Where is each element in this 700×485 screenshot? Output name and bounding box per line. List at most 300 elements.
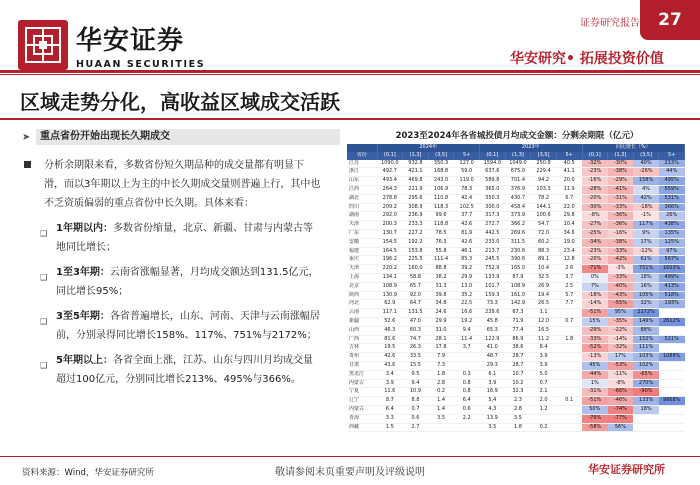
value-cell: 60.2 — [531, 238, 557, 247]
value-cell: 264.3 — [377, 185, 403, 194]
value-cell: 29.9 — [428, 317, 454, 326]
value-cell: 16.6 — [454, 309, 480, 318]
value-cell: 118.3 — [428, 203, 454, 212]
value-cell: 9.4 — [454, 326, 480, 335]
value-cell: 11.6 — [377, 388, 403, 397]
value-cell: 10.9 — [403, 388, 429, 397]
value-cell: 192.2 — [403, 238, 429, 247]
value-cell: 160.0 — [403, 265, 429, 274]
value-cell — [428, 423, 454, 432]
list-item — [22, 351, 322, 389]
value-cell: 19.4 — [531, 291, 557, 300]
growth-cell: -32% — [608, 344, 634, 353]
growth-cell: -16% — [582, 177, 608, 186]
table-row — [347, 414, 685, 423]
table-row — [347, 238, 685, 247]
province-cell: 内蒙古 — [347, 379, 377, 388]
growth-cell: -8% — [608, 379, 634, 388]
province-cell: 黑龙江 — [347, 370, 377, 379]
growth-cell: -33% — [582, 335, 608, 344]
growth-cell: -41% — [608, 185, 634, 194]
growth-cell: 50% — [582, 405, 608, 414]
growth-cell: 32% — [633, 300, 659, 309]
value-cell: 88.3 — [531, 247, 557, 256]
growth-cell — [659, 379, 685, 388]
province-cell: 重庆 — [347, 256, 377, 265]
value-cell: 637.6 — [480, 168, 506, 177]
column-header: (1,3] — [505, 152, 531, 160]
value-cell: 3.5 — [505, 414, 531, 423]
value-cell: 1594.0 — [480, 160, 506, 168]
value-cell: 106.9 — [428, 185, 454, 194]
value-cell: 103.3 — [531, 185, 557, 194]
value-cell: 89.1 — [531, 256, 557, 265]
value-cell: 220.2 — [377, 265, 403, 274]
growth-cell: 125% — [659, 238, 685, 247]
province-cell: 四川 — [347, 203, 377, 212]
value-cell: 2.8 — [428, 379, 454, 388]
value-cell: 60.3 — [403, 326, 429, 335]
growth-cell: 1603% — [659, 265, 685, 274]
value-cell: 1049.0 — [505, 160, 531, 168]
growth-cell: -12% — [633, 247, 659, 256]
value-cell: 19.5 — [377, 344, 403, 353]
value-cell: 118.8 — [428, 221, 454, 230]
value-cell: 26.5 — [531, 300, 557, 309]
growth-cell: 40% — [633, 160, 659, 168]
value-cell: 421.1 — [403, 168, 429, 177]
value-cell: 71.9 — [505, 317, 531, 326]
value-cell: 0.3 — [454, 370, 480, 379]
growth-cell: -66% — [608, 388, 634, 397]
checkbox-bullet-icon: ❑ — [40, 361, 48, 370]
value-cell: 3.5 — [428, 414, 454, 423]
value-cell: 3.7 — [556, 273, 582, 282]
growth-cell: -23% — [582, 247, 608, 256]
province-cell: 江苏 — [347, 160, 377, 168]
value-cell: 236.9 — [403, 212, 429, 221]
growth-cell: 7% — [582, 282, 608, 291]
disclaimer: 敬请参阅末页重要声明及评级说明 — [275, 467, 425, 478]
value-cell: 43.6 — [377, 361, 403, 370]
growth-cell: 413% — [659, 282, 685, 291]
value-cell: 94.2 — [531, 177, 557, 186]
value-cell: 752.9 — [480, 265, 506, 274]
province-cell: 西藏 — [347, 423, 377, 432]
value-cell — [556, 370, 582, 379]
growth-cell: -20% — [582, 256, 608, 265]
province-cell: 湖南 — [347, 212, 377, 221]
growth-cell: -30% — [582, 203, 608, 212]
page-number: 27 — [640, 0, 700, 40]
growth-cell: -53% — [608, 361, 634, 370]
value-cell: 1.4 — [428, 405, 454, 414]
value-cell: 101.7 — [480, 282, 506, 291]
growth-cell: 133% — [633, 397, 659, 406]
growth-cell: 152% — [633, 335, 659, 344]
value-cell: 3.9 — [531, 353, 557, 362]
value-cell: 87.9 — [505, 273, 531, 282]
growth-cell: 149% — [633, 317, 659, 326]
logo-english-name: HUAAN SECURITIES — [76, 59, 206, 70]
value-cell: 1090.0 — [377, 160, 403, 168]
growth-cell: 42% — [633, 194, 659, 203]
growth-cell: 213% — [659, 160, 685, 168]
value-cell: 233.3 — [403, 221, 429, 230]
table-row — [347, 194, 685, 203]
growth-cell: 9% — [633, 229, 659, 238]
value-cell: 317.3 — [480, 212, 506, 221]
growth-cell: -1% — [633, 212, 659, 221]
growth-cell: -18% — [582, 291, 608, 300]
value-cell: 6.4 — [377, 405, 403, 414]
value-cell: 2.7 — [403, 423, 429, 432]
value-cell: 10.4 — [556, 221, 582, 230]
value-cell: 1.8 — [505, 423, 531, 432]
growth-cell: -65% — [633, 370, 659, 379]
province-cell: 山西 — [347, 326, 377, 335]
growth-cell: 4% — [633, 185, 659, 194]
value-cell: 41.0 — [480, 344, 506, 353]
value-cell: 16.5 — [531, 326, 557, 335]
growth-cell: -51% — [582, 397, 608, 406]
growth-cell: 18% — [633, 273, 659, 282]
value-cell: 589.8 — [480, 177, 506, 186]
growth-cell: 9868% — [659, 397, 685, 406]
value-cell: 350.3 — [480, 194, 506, 203]
province-cell: 云南 — [347, 309, 377, 318]
value-cell: 2.2 — [454, 414, 480, 423]
value-cell: 0.8 — [454, 379, 480, 388]
value-cell: 4.3 — [480, 405, 506, 414]
value-cell — [556, 353, 582, 362]
value-cell: 243.0 — [428, 177, 454, 186]
growth-cell: 17% — [608, 353, 634, 362]
item-label: 1年期以内： — [56, 223, 113, 234]
province-cell: 辽宁 — [347, 397, 377, 406]
value-cell: 350.3 — [428, 160, 454, 168]
value-cell: 168.8 — [428, 168, 454, 177]
growth-cell: 499% — [659, 273, 685, 282]
value-cell: 7.7 — [556, 300, 582, 309]
table-row — [347, 221, 685, 230]
group-header-row — [347, 144, 685, 152]
value-cell: 81.6 — [377, 335, 403, 344]
growth-cell: -77% — [608, 414, 634, 423]
value-cell: 12.0 — [531, 317, 557, 326]
province-cell: 上海 — [347, 273, 377, 282]
growth-cell: 495% — [659, 177, 685, 186]
value-cell: 7.3 — [428, 361, 454, 370]
growth-cell — [659, 326, 685, 335]
province-cell: 青海 — [347, 414, 377, 423]
value-cell: 42.6 — [377, 353, 403, 362]
table-row — [347, 335, 685, 344]
province-cell: 吉林 — [347, 344, 377, 353]
value-cell: 78.2 — [531, 194, 557, 203]
growth-cell: 61% — [633, 256, 659, 265]
table-row — [347, 256, 685, 265]
value-cell: 250.8 — [531, 160, 557, 168]
growth-cell: 193% — [659, 300, 685, 309]
value-cell: 6.1 — [480, 370, 506, 379]
value-cell: 0.7 — [403, 405, 429, 414]
growth-cell: 103% — [633, 353, 659, 362]
value-cell: 1.1 — [531, 309, 557, 318]
value-cell: 9.5 — [403, 370, 429, 379]
checkbox-bullet-icon: ❑ — [40, 317, 48, 326]
value-cell: 366.2 — [505, 221, 531, 230]
value-cell: 675.0 — [505, 168, 531, 177]
value-cell: 88.8 — [428, 265, 454, 274]
value-cell — [556, 309, 582, 318]
value-cell: 0.7 — [556, 317, 582, 326]
growth-cell: 16% — [633, 282, 659, 291]
value-cell: 1.2 — [531, 405, 557, 414]
growth-cell: -22% — [608, 326, 634, 335]
value-cell: 24.6 — [428, 309, 454, 318]
value-cell: 165.0 — [505, 265, 531, 274]
value-cell: 65.7 — [403, 282, 429, 291]
value-cell: 38.6 — [505, 344, 531, 353]
value-cell: 52.6 — [377, 317, 403, 326]
value-cell: 34.8 — [428, 300, 454, 309]
value-cell: 442.5 — [480, 229, 506, 238]
growth-cell: -71% — [582, 265, 608, 274]
group-header: 2024年 — [377, 144, 480, 152]
value-cell: 46.1 — [454, 247, 480, 256]
province-cell: 安徽 — [347, 238, 377, 247]
value-cell: 159.3 — [480, 291, 506, 300]
table-row — [347, 379, 685, 388]
value-cell: 3.7 — [454, 344, 480, 353]
value-cell: 85.3 — [454, 256, 480, 265]
growth-cell: 438% — [659, 221, 685, 230]
growth-cell: -31% — [608, 194, 634, 203]
value-cell: 55.8 — [428, 247, 454, 256]
chevron-right-icon: ➤ — [22, 131, 31, 143]
value-cell: 932.8 — [403, 160, 429, 168]
value-cell: 35.2 — [454, 291, 480, 300]
square-bullet-icon — [24, 161, 31, 168]
value-cell: 29.9 — [454, 273, 480, 282]
growth-cell: -8% — [582, 212, 608, 221]
value-cell: 3.9 — [531, 361, 557, 370]
value-cell: 6.4 — [454, 397, 480, 406]
value-cell: 17.8 — [428, 344, 454, 353]
value-cell: 221.9 — [403, 185, 429, 194]
value-cell: 64.7 — [403, 300, 429, 309]
text-column — [22, 128, 340, 389]
province-cell: 贵州 — [347, 353, 377, 362]
value-cell: 0.6 — [403, 414, 429, 423]
item-label: 1至3年期： — [56, 267, 110, 278]
table-row — [347, 361, 685, 370]
growth-cell: 567% — [659, 256, 685, 265]
value-cell — [556, 379, 582, 388]
growth-cell: -11% — [608, 370, 634, 379]
value-cell: 76.3 — [428, 238, 454, 247]
growth-cell: 17% — [633, 238, 659, 247]
value-cell: 0.8 — [454, 388, 480, 397]
list-item — [22, 263, 322, 301]
growth-cell: -13% — [582, 353, 608, 362]
province-cell: 天津 — [347, 265, 377, 274]
value-cell: 7.9 — [428, 353, 454, 362]
table-row — [347, 185, 685, 194]
growth-cell: 1088% — [659, 353, 685, 362]
value-cell: 1.8 — [428, 370, 454, 379]
value-cell: 133.9 — [480, 273, 506, 282]
value-cell: 269.6 — [505, 229, 531, 238]
group-header — [347, 144, 377, 152]
column-header: 5+ — [454, 152, 480, 160]
value-cell: 2.1 — [531, 388, 557, 397]
growth-cell: 2172% — [633, 309, 659, 318]
value-cell: 311.5 — [505, 238, 531, 247]
growth-cell: 95% — [608, 309, 634, 318]
value-cell: 11.4 — [454, 335, 480, 344]
value-cell: 37.7 — [454, 212, 480, 221]
value-cell: 3.9 — [377, 379, 403, 388]
value-cell: 134.1 — [377, 273, 403, 282]
growth-cell: -28% — [582, 185, 608, 194]
value-cell: 42.6 — [454, 238, 480, 247]
province-cell: 北京 — [347, 282, 377, 291]
growth-cell: -29% — [608, 177, 634, 186]
growth-cell: -55% — [608, 300, 634, 309]
growth-cell — [659, 344, 685, 353]
value-cell: 39.2 — [454, 265, 480, 274]
value-cell: 29.8 — [556, 212, 582, 221]
header-rule — [0, 70, 700, 73]
logo-seal-icon — [18, 20, 68, 70]
table-panel — [347, 130, 687, 432]
growth-cell: 88% — [633, 326, 659, 335]
table-row — [347, 282, 685, 291]
growth-cell: -27% — [582, 221, 608, 230]
value-cell: 278.8 — [377, 194, 403, 203]
value-cell: 3.4 — [377, 370, 403, 379]
growth-cell: -36% — [608, 212, 634, 221]
value-cell: 225.5 — [403, 256, 429, 265]
value-cell: 0.7 — [531, 379, 557, 388]
value-cell — [454, 353, 480, 362]
table-row — [347, 423, 685, 432]
value-cell: 3.3 — [377, 414, 403, 423]
value-cell: 10.4 — [531, 265, 557, 274]
value-cell: 8.4 — [531, 344, 557, 353]
province-cell: 福建 — [347, 247, 377, 256]
value-cell — [454, 423, 480, 432]
column-header: (3,5] — [633, 152, 659, 160]
province-cell: 内蒙古 — [347, 405, 377, 414]
table-row — [347, 212, 685, 221]
value-cell: 29.3 — [480, 361, 506, 370]
value-cell — [556, 361, 582, 370]
growth-cell — [659, 405, 685, 414]
value-cell — [454, 361, 480, 370]
value-cell: 12.8 — [556, 256, 582, 265]
intro-text: 分析余期限来看，多数省份短久期品种的成交量都有明显下滑，而以3年期以上为主的中长久期成交量则普遍上行，其中也不乏资质偏弱的重点省份中长久期。具体来看： — [44, 160, 321, 209]
growth-cell: 18% — [633, 405, 659, 414]
source-note: 资料来源：Wind，华安证券研究所 — [22, 468, 154, 478]
value-cell: 32.3 — [505, 388, 531, 397]
growth-cell: 158% — [633, 177, 659, 186]
value-cell: 196.2 — [377, 256, 403, 265]
value-cell: 5.4 — [480, 397, 506, 406]
value-cell: 108.9 — [377, 282, 403, 291]
value-cell: 300.0 — [480, 203, 506, 212]
province-cell: 广东 — [347, 229, 377, 238]
value-cell: 0.6 — [454, 405, 480, 414]
value-cell — [556, 414, 582, 423]
value-cell: 365.0 — [480, 185, 506, 194]
table-row — [347, 291, 685, 300]
value-cell: 65.3 — [480, 326, 506, 335]
table-row — [347, 273, 685, 282]
column-header: (0,1] — [480, 152, 506, 160]
value-cell: 122.9 — [480, 335, 506, 344]
growth-cell: -43% — [608, 291, 634, 300]
value-cell: 102.5 — [454, 203, 480, 212]
value-cell: 6.7 — [556, 194, 582, 203]
value-cell: 142.9 — [505, 300, 531, 309]
value-cell: 2.8 — [505, 405, 531, 414]
value-cell: 245.5 — [480, 256, 506, 265]
value-cell: 233.0 — [480, 238, 506, 247]
growth-cell — [659, 414, 685, 423]
growth-cell: 102% — [633, 361, 659, 370]
logo-chinese-name: 华安证券 — [76, 26, 185, 56]
column-header: (0,1] — [377, 152, 403, 160]
growth-cell: -35% — [608, 317, 634, 326]
item-text: 各省普遍增长，山东、河南、天津与云南涨幅居前，分别录得同比增长158%、117%、751%与2172%； — [56, 311, 320, 341]
value-cell: 45.8 — [480, 317, 506, 326]
growth-cell: -38% — [608, 168, 634, 177]
item-text: 云南省涨幅显著，月均成交额达到131.5亿元，同比增长95%； — [56, 267, 319, 297]
growth-cell: -31% — [582, 388, 608, 397]
value-cell: 78.5 — [428, 229, 454, 238]
growth-cell: 117% — [633, 221, 659, 230]
value-cell: 390.6 — [505, 256, 531, 265]
value-cell — [531, 414, 557, 423]
growth-cell: -34% — [582, 238, 608, 247]
growth-cell: -36% — [608, 221, 634, 230]
province-cell: 湖北 — [347, 194, 377, 203]
value-cell — [556, 405, 582, 414]
growth-cell — [659, 423, 685, 432]
growth-cell: -52% — [582, 344, 608, 353]
growth-cell: -51% — [582, 309, 608, 318]
item-text: 各省全面上涨，江苏、山东与四川月均成交量超过100亿元，分别同比增长213%、495%与366%。 — [56, 355, 313, 385]
value-cell: 164.5 — [377, 247, 403, 256]
value-cell: 41.1 — [556, 168, 582, 177]
growth-cell: 531% — [659, 194, 685, 203]
slogan: 华安研究• 拓展投资价值 — [510, 51, 664, 67]
value-cell: 31.0 — [428, 326, 454, 335]
growth-cell — [633, 423, 659, 432]
table-row — [347, 203, 685, 212]
value-cell: 28.7 — [505, 353, 531, 362]
growth-cell: 2612% — [659, 317, 685, 326]
growth-cell: 1% — [582, 379, 608, 388]
value-cell: 31.3 — [428, 282, 454, 291]
section-title: 区域走势分化，高收益区域成交活跃 — [20, 90, 340, 114]
value-cell: 77.4 — [505, 326, 531, 335]
column-header: 省份 — [347, 152, 377, 160]
header-rule-thin — [0, 74, 700, 75]
